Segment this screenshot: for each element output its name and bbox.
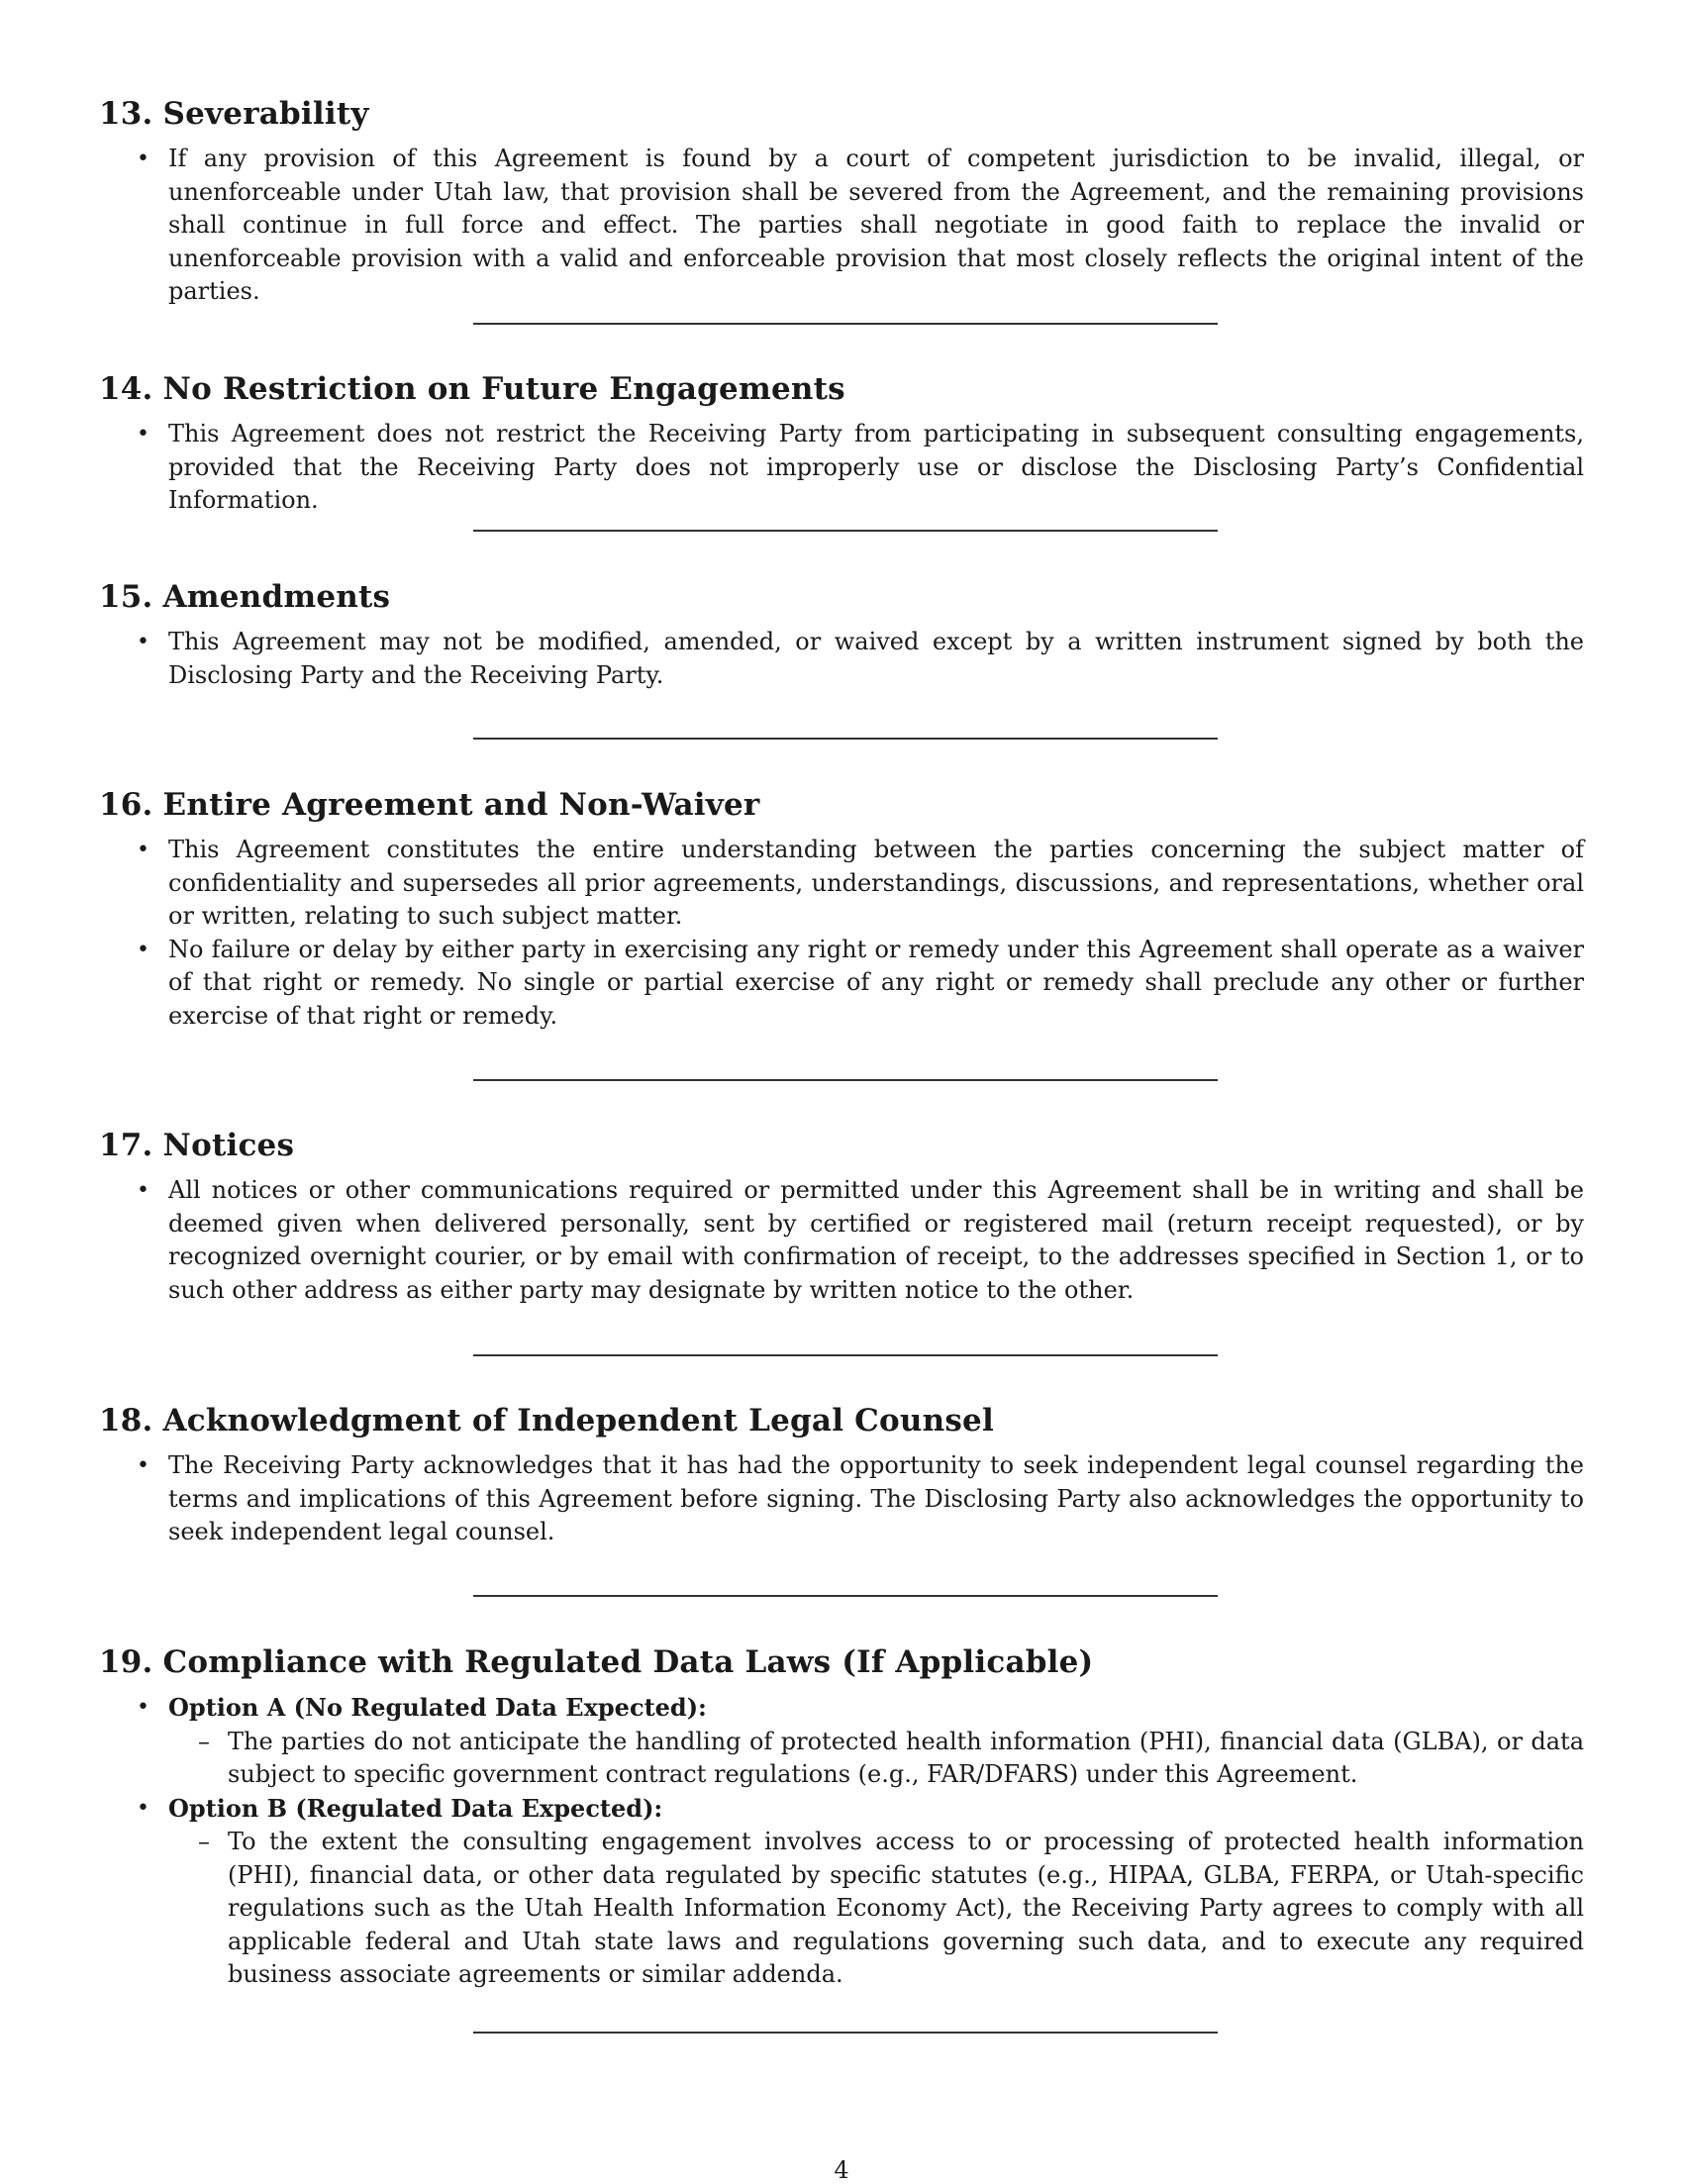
section-divider [473, 1595, 1218, 1597]
section-title: Amendments [162, 579, 391, 615]
list-item: • If any provision of this Agreement is found by a court of competent jurisdiction to be invalid, illegal, or unenforceable under Utah law, that provision shall be severed from the Agreement, and the remaining provisions shall continue in full force and effect. The parties shall negotiate in good faith to replace the invalid or unenforceable provision with a valid and enforceable provision that most closely reflects the original intent of the parties. [99, 143, 1584, 309]
option-sublist [168, 1726, 1584, 1792]
bullet-list [99, 418, 1584, 518]
options-list [99, 1691, 1584, 1992]
section-16 [99, 786, 1584, 1033]
option-label: Option B (Regulated Data Expected): [168, 1793, 663, 1823]
section-number: 19. [99, 1644, 153, 1680]
section-number: 16. [99, 787, 153, 823]
list-item: • This Agreement does not restrict the Receiving Party from participating in subsequent consulting engagements, provided that the Receiving Party does not improperly use or disclose the Disclosing Party’s Confidential Information. [99, 418, 1584, 518]
section-number: 15. [99, 579, 153, 615]
list-item: • No failure or delay by either party in exercising any right or remedy under this Agreement shall operate as a waiver of that right or remedy. No single or partial exercise of any right or remedy shall preclude any other or further exercise of that right or remedy. [99, 934, 1584, 1034]
section-divider [473, 2032, 1218, 2034]
bullet-list [99, 626, 1584, 692]
list-item: • This Agreement constitutes the entire understanding between the parties concerning the subject matter of confidentiality and supersedes all prior agreements, understandings, discussions, and representations, whether oral or written, relating to such subject matter. [99, 834, 1584, 934]
option-label: Option A (No Regulated Data Expected): [168, 1693, 707, 1722]
section-15 [99, 578, 1584, 692]
section-title: Notices [162, 1128, 295, 1163]
section-number: 14. [99, 371, 153, 407]
option-text: – To the extent the consulting engagement involves access to or processing of protected health information (PHI), financial data, or other data regulated by specific statutes (e.g., HIPAA, GLBA, FERPA, or Utah-specific regulations such as the Utah Health Information Economy Act), the Receiving Party agrees to comply with all applicable federal and Utah state laws and regulations governing such data, and to execute any required business associate agreements or similar addenda. [168, 1826, 1584, 1992]
section-heading [99, 370, 1584, 408]
section-title: Severability [162, 96, 369, 132]
section-divider [473, 1354, 1218, 1356]
section-13 [99, 95, 1584, 309]
section-heading [99, 1643, 1584, 1681]
bullet-list [99, 143, 1584, 309]
section-title: Acknowledgment of Independent Legal Counsel [162, 1403, 994, 1439]
list-item: • The Receiving Party acknowledges that it has had the opportunity to seek independent legal counsel regarding the terms and implications of this Agreement before signing. The Disclosing Party also acknowledges the opportunity to seek independent legal counsel. [99, 1449, 1584, 1549]
page-number: 4 [834, 2156, 849, 2184]
section-18 [99, 1402, 1584, 1549]
section-heading [99, 1402, 1584, 1439]
section-number: 13. [99, 96, 153, 132]
option-item [99, 1792, 1584, 1992]
section-17 [99, 1127, 1584, 1307]
option-item [99, 1691, 1584, 1792]
list-item: • This Agreement may not be modified, amended, or waived except by a written instrument signed by both the Disclosing Party and the Receiving Party. [99, 626, 1584, 692]
section-heading [99, 95, 1584, 133]
section-heading [99, 1127, 1584, 1164]
bullet-list [99, 1174, 1584, 1307]
bullet-list [99, 1449, 1584, 1549]
option-text: – The parties do not anticipate the handling of protected health information (PHI), financial data (GLBA), or data subject to specific government contract regulations (e.g., FAR/DFARS) under this Agreement. [168, 1726, 1584, 1792]
section-heading [99, 578, 1584, 616]
section-number: 17. [99, 1128, 153, 1163]
option-sublist [168, 1826, 1584, 1992]
section-divider [473, 1079, 1218, 1081]
section-divider [473, 738, 1218, 740]
section-19 [99, 1643, 1584, 1992]
bullet-list [99, 834, 1584, 1033]
list-item: • All notices or other communications required or permitted under this Agreement shall be in writing and shall be deemed given when delivered personally, sent by certified or registered mail (return receipt requested), or by recognized overnight courier, or by email with confirmation of receipt, to the addresses specified in Section 1, or to such other address as either party may designate by written notice to the other. [99, 1174, 1584, 1307]
section-14 [99, 370, 1584, 518]
section-heading [99, 786, 1584, 824]
section-title: Entire Agreement and Non-Waiver [162, 787, 760, 823]
section-divider [473, 323, 1218, 325]
section-title: No Restriction on Future Engagements [162, 371, 845, 407]
section-number: 18. [99, 1403, 153, 1439]
section-divider [473, 530, 1218, 532]
section-title: Compliance with Regulated Data Laws (If Applicable) [162, 1644, 1094, 1680]
